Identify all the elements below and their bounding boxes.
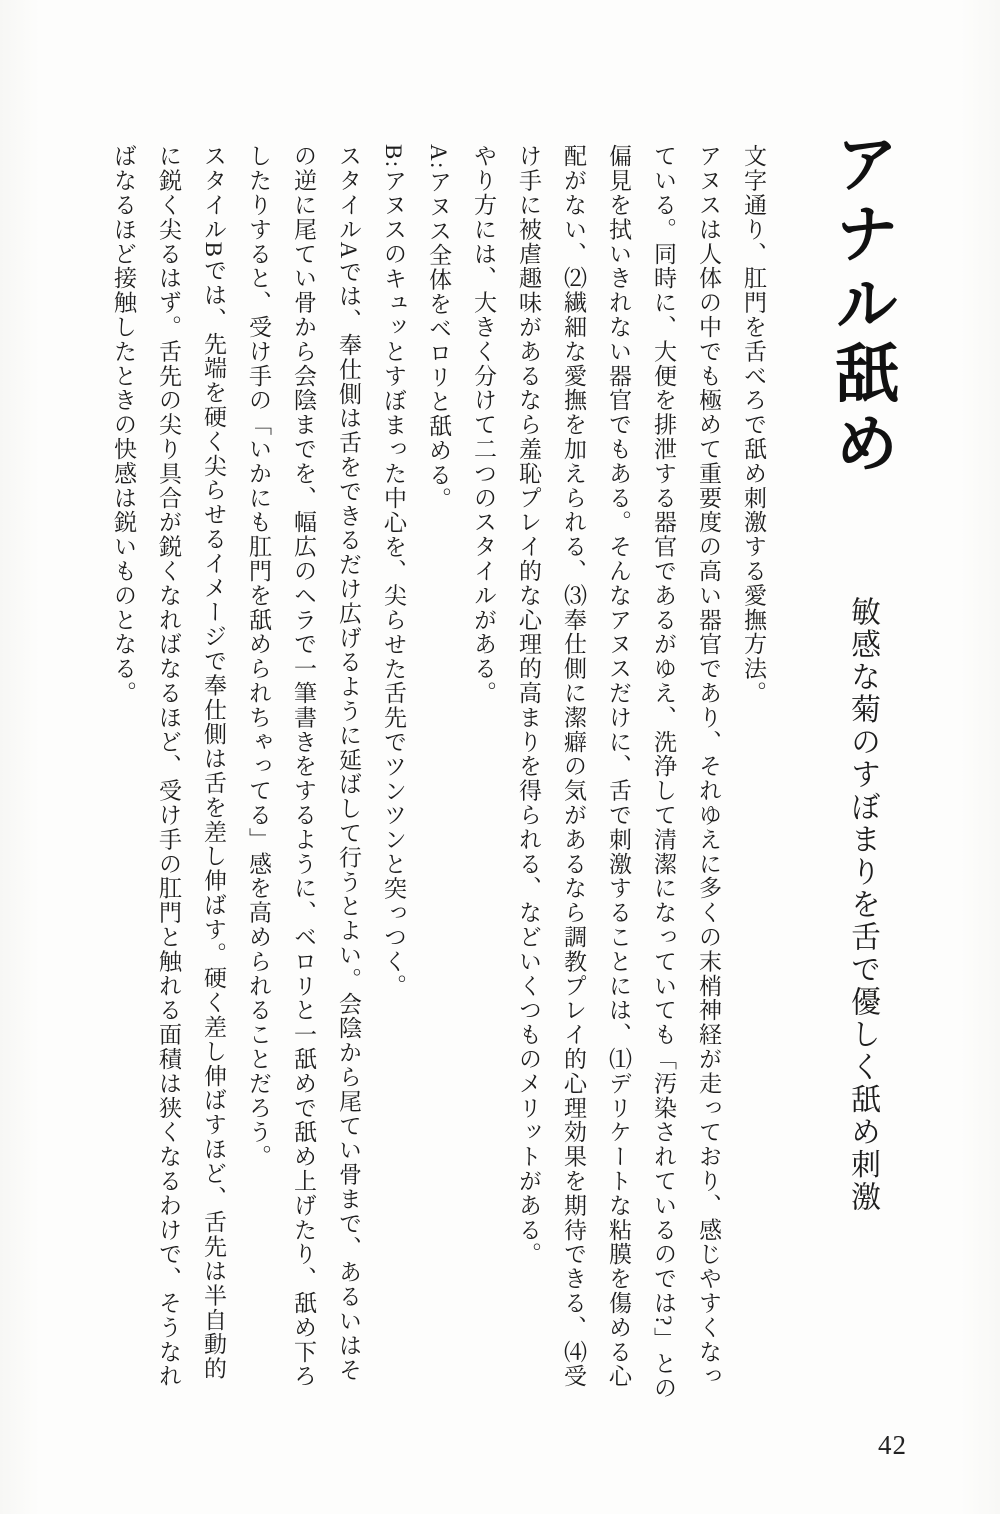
page-number: 42 [878, 1430, 907, 1460]
page-content [101, 130, 906, 1402]
body-paragraph: アヌスは人体の中でも極めて重要度の高い器官であり、それゆえに多くの末梢神経が走っており、感じやすくなっている。同時に、大便を排泄する器官であるがゆえ、洗浄して清潔になっていても「汚染されているのでは?」との偏見を拭いきれない器官でもある。そんなアヌスだけに、舌で刺激することには、⑴デリケートな粘膜を傷める心配がない、⑵繊細な愛撫を加えられる、⑶奉仕側に潔癖の気があるなら調教プレイ的心理効果を期待できる、⑷受け手に被虐趣味があるなら羞恥プレイ的な心理的高まりを得られる、などいくつものメリットがある。 [516, 144, 721, 1401]
body-paragraph: スタイルAでは、奉仕側は舌をできるだけ広げるように延ばして行うとよい。会陰から尾てい骨まで、あるいはその逆に尾てい骨から会陰までを、幅広のヘラで一筆書きをするように、ベロリと一舐めで舐め上げたり、舐め下ろしたりすると、受け手の「いかにも肛門を舐められちゃってる」感を高められることだろう。 [246, 144, 361, 1389]
body-paragraph: B:アヌスのキュッとすぼまった中心を、尖らせた舌先でツンツンと突っつく。 [381, 144, 406, 999]
body-paragraph: 文字通り、肛門を舌べろで舐め刺激する愛撫方法。 [741, 144, 766, 706]
page-title: アナル舐め [826, 130, 898, 480]
body-paragraph: スタイルBでは、先端を硬く尖らせるイメージで奉仕側は舌を差し伸ばす。硬く差し伸ばすほど、舌先は半自動的に鋭く尖るはず。舌先の尖り具合が鋭くなればなるほど、受け手の肛門と触れる面積は狭くなるわけで、そうなればなるほど接触したときの快感は鋭いものとなる。 [111, 144, 226, 1389]
page-subtitle: 敏感な菊のすぼまりを舌で優しく舐め刺激 [846, 596, 879, 1214]
header-column [818, 130, 906, 1402]
body-text [101, 130, 776, 1402]
body-paragraph: やり方には、大きく分けて二つのスタイルがある。 [471, 144, 496, 706]
body-paragraph: A:アヌス全体をベロリと舐める。 [426, 144, 451, 512]
